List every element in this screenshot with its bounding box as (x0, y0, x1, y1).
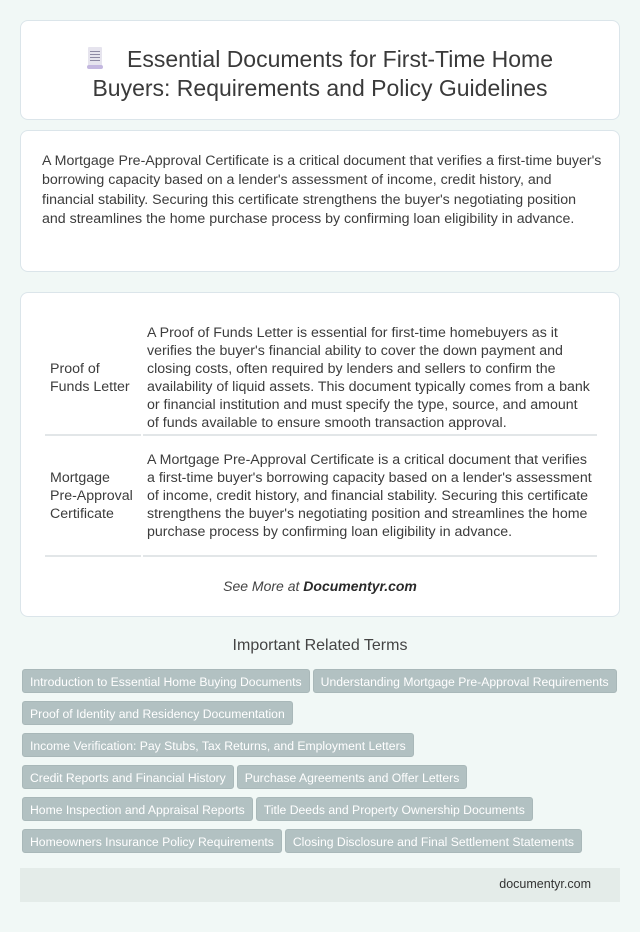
term-cell: Mortgage Pre-Approval Certificate (45, 436, 141, 557)
description-cell: A Proof of Funds Letter is essential for first-time homebuyers as it verifies the buyer's financial ability to cover the down payment and closing costs, often required by lenders and sellers to confirm the availability of liquid assets. This document typically comes from a bank or financial institution and must specify the type, source, and amount of funds available to ensure smooth transaction approval. (143, 321, 597, 436)
related-tag[interactable]: Title Deeds and Property Ownership Documents (256, 797, 533, 821)
related-tag[interactable]: Home Inspection and Appraisal Reports (22, 797, 253, 821)
term-cell: Proof of Funds Letter (45, 321, 141, 436)
related-tag[interactable]: Purchase Agreements and Offer Letters (237, 765, 468, 789)
table-row (45, 321, 597, 436)
header-card (20, 20, 620, 120)
table-row (45, 436, 597, 557)
footer-domain[interactable]: documentyr.com (499, 877, 591, 891)
summary-text: A Mortgage Pre-Approval Certificate is a critical document that verifies a first-time buyer's borrowing capacity based on a lender's assessment of income, credit history, and financial stability. Securing this certificate strengthens the buyer's negotiating position and streamlines the home purchase process by confirming loan eligibility in advance. (42, 153, 602, 227)
related-terms-title: Important Related Terms (232, 637, 408, 654)
summary-card (20, 130, 620, 272)
description-cell: A Mortgage Pre-Approval Certificate is a critical document that verifies a first-time buyer's borrowing capacity based on a lender's assessment of income, credit history, and financial stability. Securing this certificate strengthens the buyer's negotiating position and streamlines the home purchase process by confirming loan eligibility in advance. (143, 436, 597, 557)
related-tag[interactable]: Income Verification: Pay Stubs, Tax Returns, and Employment Letters (22, 733, 414, 757)
see-more-prefix: See More at (223, 578, 304, 594)
see-more-link[interactable]: Documentyr.com (303, 578, 417, 594)
related-tag[interactable]: Understanding Mortgage Pre-Approval Requirements (313, 669, 617, 693)
page-title (21, 45, 619, 103)
related-terms-tags (22, 669, 622, 861)
page-title-text: Essential Documents for First-Time Home Buyers: Requirements and Policy Guidelines (92, 46, 554, 101)
related-tag[interactable]: Introduction to Essential Home Buying Documents (22, 669, 310, 693)
documents-table (43, 321, 599, 557)
related-tag[interactable]: Proof of Identity and Residency Documentation (22, 701, 293, 725)
footer (20, 868, 620, 902)
see-more (21, 578, 619, 594)
document-receipt-icon (87, 47, 103, 69)
related-tag[interactable]: Credit Reports and Financial History (22, 765, 234, 789)
related-tag[interactable]: Homeowners Insurance Policy Requirements (22, 829, 282, 853)
documents-table-card (20, 292, 620, 617)
related-tag[interactable]: Closing Disclosure and Final Settlement Statements (285, 829, 582, 853)
